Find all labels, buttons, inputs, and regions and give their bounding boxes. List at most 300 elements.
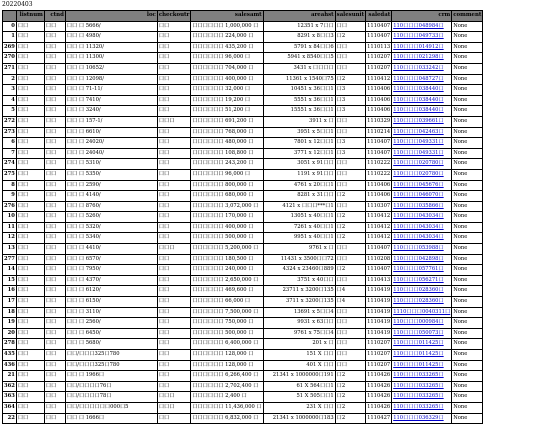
table-cell: 1110113 [366, 43, 392, 54]
table-cell: 口口口口口口 66,000 口 [191, 297, 263, 308]
table-cell: 口口 口 6570/ [66, 255, 158, 266]
table-cell: 口口 [45, 223, 66, 234]
table-cell: 口口口口口口 1,000,000 口 [191, 22, 263, 33]
table-cell: 口口 [336, 361, 366, 372]
table-row[interactable] [3, 202, 483, 213]
table-cell: 口口 [158, 85, 192, 96]
crm-link-cell [392, 32, 452, 43]
table-cell: None [452, 191, 483, 202]
table-cell: 口口 [17, 138, 45, 149]
table-cell: None [452, 212, 483, 223]
table-cell: 口口 [158, 106, 192, 117]
table-cell: 口口 [336, 350, 366, 361]
table-cell: None [452, 350, 483, 361]
table-cell: None [452, 403, 483, 414]
table-cell: 口口 口 6450/ [66, 329, 158, 340]
crm-link-cell [392, 128, 452, 139]
crm-link-cell [392, 149, 452, 160]
table-cell: 口2 [336, 233, 366, 244]
crm-link[interactable]: 110口口口011425口 [393, 351, 444, 357]
table-cell: None [452, 138, 483, 149]
table-cell: 口口 口 24040/ [66, 149, 158, 160]
crm-link[interactable]: 110口口口045676口 [393, 181, 444, 188]
table-cell: 口口 [336, 255, 366, 266]
table-cell: 1110427 [366, 414, 392, 424]
table-row[interactable] [3, 233, 483, 244]
table-row[interactable] [3, 96, 483, 107]
table-cell: 口口口口口口 224,000 口 [191, 32, 263, 43]
table-row[interactable] [3, 85, 483, 96]
crm-link[interactable]: 110口口口056271口 [393, 276, 444, 283]
table-cell: 口口 [17, 32, 45, 43]
table-row[interactable] [3, 117, 483, 128]
table-cell: None [452, 233, 483, 244]
table-cell: 口口 [336, 202, 366, 213]
table-cell: 1110406 [366, 191, 392, 202]
table-cell: 口口 [17, 191, 45, 202]
table-cell: 口口口口口口 435,200 口 [191, 43, 263, 54]
table-cell: 口口 [158, 75, 192, 86]
table-cell: 口口 [336, 276, 366, 287]
table-cell: 口口 [45, 22, 66, 33]
table-row[interactable] [3, 255, 483, 266]
table-cell: None [452, 276, 483, 287]
table-cell: 口口 口 1966口 [66, 371, 158, 382]
table-cell: 口口 [45, 361, 66, 372]
header-cell[interactable]: ctnd [45, 11, 66, 22]
crm-link[interactable]: 110口口口043034口 [393, 213, 444, 220]
table-cell: 口口 口 5320/ [66, 223, 158, 234]
crm-link[interactable]: 110口口口020780口 [393, 160, 444, 167]
row-index: 9 [3, 191, 17, 202]
table-cell: 口口/口口口口口口000口5 [66, 403, 158, 414]
crm-link[interactable]: 110口口口046070口 [393, 192, 444, 199]
crm-link[interactable]: 110口口口039661口 [393, 117, 444, 124]
table-cell: 1110407 [366, 244, 392, 255]
table-cell: None [452, 339, 483, 350]
table-cell: 口口口口口口 170,000 口 [191, 212, 263, 223]
table-cell: 口口口口口口 691,200 口 [191, 117, 263, 128]
table-row[interactable] [3, 53, 483, 64]
table-cell: 口口口口口口 400,000 口 [191, 75, 263, 86]
crm-link[interactable]: 110口口口014912口 [393, 43, 444, 50]
table-cell: 口口 [158, 96, 192, 107]
table-cell: 口口 [158, 265, 192, 276]
table-cell: 口口口口口口 704,000 口 [191, 64, 263, 75]
table-cell: 口口 [158, 138, 192, 149]
table-cell: 口口口口口口 2,650,000 口 [191, 276, 263, 287]
header-cell[interactable]: listnum [17, 11, 45, 22]
table-cell: 口口 [45, 149, 66, 160]
table-cell: 1110207 [366, 339, 392, 350]
table-cell: 4761 x 20口口1 [264, 181, 336, 192]
table-cell: 口2 [336, 392, 366, 403]
table-cell: 9761 x 75口口4 [264, 329, 336, 340]
table-cell: 口口 [17, 64, 45, 75]
table-cell: 口口 [45, 96, 66, 107]
row-index: 14 [3, 265, 17, 276]
table-cell: 口3 [336, 85, 366, 96]
table-cell: 口口 [45, 392, 66, 403]
table-row[interactable] [3, 106, 483, 117]
table-cell: None [452, 75, 483, 86]
table-cell: 口口 [158, 233, 192, 244]
table-cell: 7801 x 12口口1 [264, 138, 336, 149]
crm-link[interactable]: 110口口口033265口 [393, 393, 444, 400]
table-cell: 口口 口 5680/ [66, 339, 158, 350]
table-cell: 口口 [336, 22, 366, 33]
table-cell: 口2 [336, 212, 366, 223]
table-cell: 口3 [336, 149, 366, 160]
table-cell: 3431 x 口口口口 [264, 64, 336, 75]
table-cell: 口口 [336, 43, 366, 54]
table-row[interactable] [3, 75, 483, 86]
table-cell: 口口 [45, 350, 66, 361]
table-cell: 口口 [158, 276, 192, 287]
table-cell: 口口 [17, 350, 45, 361]
table-cell: 口口口口口口 500,000 口 [191, 233, 263, 244]
table-row[interactable] [3, 22, 483, 33]
row-index: 274 [3, 159, 17, 170]
table-cell: 1110406 [366, 106, 392, 117]
crm-link[interactable]: 110口口口042898口 [393, 255, 444, 262]
table-cell: 口口 口 4370/ [66, 276, 158, 287]
crm-link[interactable]: 110口口口049733口 [393, 33, 444, 40]
table-cell: 口口 [17, 223, 45, 234]
table-row[interactable] [3, 159, 483, 170]
crm-link[interactable]: 110口口口033265口 [393, 403, 444, 410]
table-cell: 口口 [45, 32, 66, 43]
table-cell: 1110412 [366, 233, 392, 244]
table-cell: 口口 [45, 128, 66, 139]
table-cell: None [452, 286, 483, 297]
table-cell: 口口 [17, 75, 45, 86]
table-cell: 口口 [158, 191, 192, 202]
crm-link-cell [392, 75, 452, 86]
crm-link-cell [392, 223, 452, 234]
table-row[interactable] [3, 138, 483, 149]
table-cell: None [452, 297, 483, 308]
crm-link[interactable]: 110口口口021298口 [393, 54, 444, 61]
header-cell[interactable]: salesunit [336, 11, 366, 22]
crm-link-cell [392, 22, 452, 33]
crm-link[interactable]: 110口口口028360口 [393, 287, 444, 294]
crm-link-cell [392, 392, 452, 403]
row-index: 10 [3, 212, 17, 223]
table-cell: 1110426 [366, 382, 392, 393]
crm-link[interactable]: 1110口口口0040311口 [393, 308, 451, 315]
table-cell: 1110412 [366, 212, 392, 223]
table-row[interactable] [3, 297, 483, 308]
table-cell: 口口口口口口 96,000 口 [191, 53, 263, 64]
table-cell: 3771 x 12口口1 [264, 149, 336, 160]
table-cell: None [452, 382, 483, 393]
table-row[interactable] [3, 191, 483, 202]
row-index: 3 [3, 85, 17, 96]
crm-link[interactable]: 110口口口057761口 [393, 266, 444, 273]
table-row[interactable] [3, 276, 483, 287]
row-index: 277 [3, 255, 17, 266]
table-cell: 51 X 505口口1 [264, 392, 336, 403]
crm-link-cell [392, 350, 452, 361]
table-cell: 口口/口口口325口780 [66, 350, 158, 361]
table-cell: None [452, 244, 483, 255]
header-cell[interactable]: saledat [366, 11, 392, 22]
table-cell: 口口 [17, 96, 45, 107]
row-index: 20 [3, 329, 17, 340]
table-cell: 口口 [45, 191, 66, 202]
crm-link[interactable]: 110口口口020780口 [393, 170, 444, 177]
table-cell: 口口 [45, 75, 66, 86]
table-row[interactable] [3, 339, 483, 350]
table-row[interactable] [3, 382, 483, 393]
table-cell: 口口 [17, 255, 45, 266]
crm-link[interactable]: 110口口口042463口 [393, 128, 444, 135]
crm-link[interactable]: 110口口口028360口 [393, 298, 444, 305]
crm-link[interactable]: 110口口口033242口 [393, 64, 444, 71]
table-cell: 口口口 [158, 403, 192, 414]
table-cell: 口口 [158, 202, 192, 213]
table-cell: 231 X 口口 [264, 403, 336, 414]
crm-link[interactable]: 110口口口033265口 [393, 382, 444, 389]
crm-link-cell [392, 276, 452, 287]
table-cell: 口口 口 5310/ [66, 159, 158, 170]
table-row[interactable] [3, 350, 483, 361]
table-cell: 口口 [158, 414, 192, 424]
table-row[interactable] [3, 223, 483, 234]
table-cell: None [452, 308, 483, 319]
crm-link-cell [392, 96, 452, 107]
table-cell: 21341 x 1000000口191 [264, 371, 336, 382]
table-cell: 1110407 [366, 32, 392, 43]
table-row[interactable] [3, 286, 483, 297]
table-cell: None [452, 22, 483, 33]
table-cell: 口口 [158, 339, 192, 350]
report-date: 20220403 [2, 1, 33, 8]
table-cell: 口口 [17, 403, 45, 414]
crm-link-cell [392, 64, 452, 75]
table-cell: 口口 [158, 181, 192, 192]
table-cell: 15551 x 36口口1 [264, 106, 336, 117]
crm-link-cell [392, 138, 452, 149]
table-cell: 口口 [17, 233, 45, 244]
header-cell[interactable]: comment [452, 11, 483, 22]
crm-link[interactable]: 110口口口053988口 [393, 245, 444, 252]
table-row[interactable] [3, 149, 483, 160]
table-cell: 口口 [45, 382, 66, 393]
table-row[interactable] [3, 181, 483, 192]
row-index: 0 [3, 22, 17, 33]
table-cell: 口口 [17, 244, 45, 255]
header-cell[interactable]: loc [66, 11, 158, 22]
table-cell: 口口口 [158, 117, 192, 128]
table-cell: 23711 x 3200口135 [264, 286, 336, 297]
table-row[interactable] [3, 170, 483, 181]
table-cell: 口口口 [158, 244, 192, 255]
table-cell: 口口 口 6150/ [66, 297, 158, 308]
table-row[interactable] [3, 64, 483, 75]
table-cell: 401 X 口口 [264, 361, 336, 372]
crm-link-cell [392, 181, 452, 192]
table-cell: 口口 [45, 255, 66, 266]
table-cell: 口口 [17, 276, 45, 287]
header-cell[interactable]: salesamt [191, 11, 263, 22]
header-cell[interactable]: checkoutr [158, 11, 192, 22]
table-cell: 1110412 [366, 223, 392, 234]
crm-link[interactable]: 110口口口049331口 [393, 149, 444, 156]
table-cell: 口口 [17, 339, 45, 350]
table-cell: 口口 [45, 138, 66, 149]
table-cell: 口口 [158, 350, 192, 361]
table-cell: 8291 x 8口口3 [264, 32, 336, 43]
table-cell: None [452, 149, 483, 160]
table-cell: 口口 [17, 286, 45, 297]
table-cell: 口2 [336, 265, 366, 276]
table-row[interactable] [3, 318, 483, 329]
row-index: 273 [3, 128, 17, 139]
table-cell: 口口 口 7410/ [66, 96, 158, 107]
table-cell: 口口口口口口 2,400 口 [191, 392, 263, 403]
crm-link[interactable]: 110口口口038440口 [393, 86, 444, 93]
table-row[interactable] [3, 43, 483, 54]
table-cell: 口口 [17, 308, 45, 319]
row-index: 2 [3, 75, 17, 86]
crm-link[interactable]: 110口口口048727口 [393, 75, 444, 82]
table-cell: 口口 [17, 382, 45, 393]
table-cell: 口口口口口口 51,200 口 [191, 106, 263, 117]
table-cell: 1110207 [366, 350, 392, 361]
crm-link-cell [392, 233, 452, 244]
table-cell: 口口 [336, 159, 366, 170]
crm-link[interactable]: 110口口口049331口 [393, 139, 444, 146]
row-index: 15 [3, 276, 17, 287]
table-cell: 口口 [158, 149, 192, 160]
table-cell: 口口 [158, 318, 192, 329]
row-index: 278 [3, 339, 17, 350]
table-header-row [3, 11, 483, 22]
table-cell: 口口 [158, 170, 192, 181]
data-table [2, 10, 483, 424]
table-row[interactable] [3, 414, 483, 424]
table-cell: 口口 口 4410/ [66, 244, 158, 255]
table-cell: 口口 [45, 276, 66, 287]
table-cell: 口口 [45, 212, 66, 223]
table-cell: 口口 [17, 53, 45, 64]
table-row[interactable] [3, 361, 483, 372]
crm-link[interactable]: 110口口口048984口 [393, 22, 444, 29]
table-cell: 口口 口 4140/ [66, 191, 158, 202]
table-cell: 1110407 [366, 149, 392, 160]
crm-link[interactable]: 110口口口033265口 [393, 372, 444, 379]
table-cell: 4121 x 口口口***口1 [264, 202, 336, 213]
table-cell: 口口 口 157-1/ [66, 117, 158, 128]
table-cell: 1110426 [366, 371, 392, 382]
row-index: 18 [3, 308, 17, 319]
table-row[interactable] [3, 308, 483, 319]
table-cell: 口口 [17, 392, 45, 403]
crm-link-cell [392, 297, 452, 308]
table-row[interactable] [3, 329, 483, 340]
table-cell: 口口口口口口 5,200,000 口 [191, 244, 263, 255]
table-row[interactable] [3, 371, 483, 382]
crm-link-cell [392, 202, 452, 213]
row-index: 13 [3, 244, 17, 255]
table-cell: 口口 [158, 159, 192, 170]
table-cell: 口口口口口口 480,000 口 [191, 138, 263, 149]
table-cell: 口口 [158, 43, 192, 54]
header-cell[interactable]: crm [392, 11, 452, 22]
table-row[interactable] [3, 128, 483, 139]
table-cell: 口口 口 8760/ [66, 202, 158, 213]
crm-link-cell [392, 212, 452, 223]
table-cell: 口口 [17, 149, 45, 160]
table-row[interactable] [3, 244, 483, 255]
table-cell: None [452, 43, 483, 54]
row-index: 11 [3, 223, 17, 234]
table-cell: 口口 [158, 308, 192, 319]
table-cell: 口口 [158, 64, 192, 75]
crm-link[interactable]: 110口口口011425口 [393, 361, 444, 368]
crm-link[interactable]: 110口口口011425口 [393, 340, 444, 347]
table-cell: None [452, 159, 483, 170]
crm-link[interactable]: 110口口口038440口 [393, 107, 444, 114]
table-cell: 口口口口口口 108,800 口 [191, 149, 263, 160]
table-row[interactable] [3, 265, 483, 276]
row-index: 5 [3, 106, 17, 117]
table-cell: 口口口口口口 6,832,000 口 [191, 414, 263, 424]
table-cell: None [452, 265, 483, 276]
crm-link[interactable]: 110口口口050073口 [393, 329, 444, 336]
table-cell: None [452, 53, 483, 64]
table-cell: 口口 口 11320/ [66, 43, 158, 54]
crm-link[interactable]: 110口口口035866口 [393, 202, 444, 209]
crm-link[interactable]: 110口口口043034口 [393, 234, 444, 241]
row-index: 1 [3, 32, 17, 43]
table-cell: 151 X 口口 [264, 350, 336, 361]
crm-link[interactable]: 110口口口000984口 [393, 319, 444, 326]
row-index: 17 [3, 297, 17, 308]
table-cell: 口口口口口口 11,436,000 口 [191, 403, 263, 414]
table-cell: 1110407 [366, 138, 392, 149]
row-index: 276 [3, 202, 17, 213]
table-cell: 口口 [17, 361, 45, 372]
crm-link[interactable]: 110口口口036329口 [393, 414, 444, 421]
table-cell: None [452, 32, 483, 43]
table-cell: 口口 [17, 212, 45, 223]
table-cell: 口口 [17, 117, 45, 128]
table-row[interactable] [3, 392, 483, 403]
table-cell: None [452, 255, 483, 266]
crm-link[interactable]: 110口口口038440口 [393, 96, 444, 103]
table-cell: 口口口口口口 128,000 口 [191, 350, 263, 361]
header-cell[interactable]: areahst [264, 11, 336, 22]
row-index: 269 [3, 43, 17, 54]
row-index: 7 [3, 149, 17, 160]
table-cell: 口2 [336, 403, 366, 414]
crm-link-cell [392, 106, 452, 117]
table-cell: 口口 [158, 297, 192, 308]
row-index: 272 [3, 117, 17, 128]
row-index: 19 [3, 318, 17, 329]
table-row[interactable] [3, 32, 483, 43]
table-cell: 1110307 [366, 202, 392, 213]
crm-link-cell [392, 85, 452, 96]
table-row[interactable] [3, 212, 483, 223]
table-cell: 口口 [17, 265, 45, 276]
table-cell: 21341 x 1000000口183 [264, 414, 336, 424]
crm-link[interactable]: 110口口口043034口 [393, 223, 444, 230]
table-cell: 口口 [336, 170, 366, 181]
